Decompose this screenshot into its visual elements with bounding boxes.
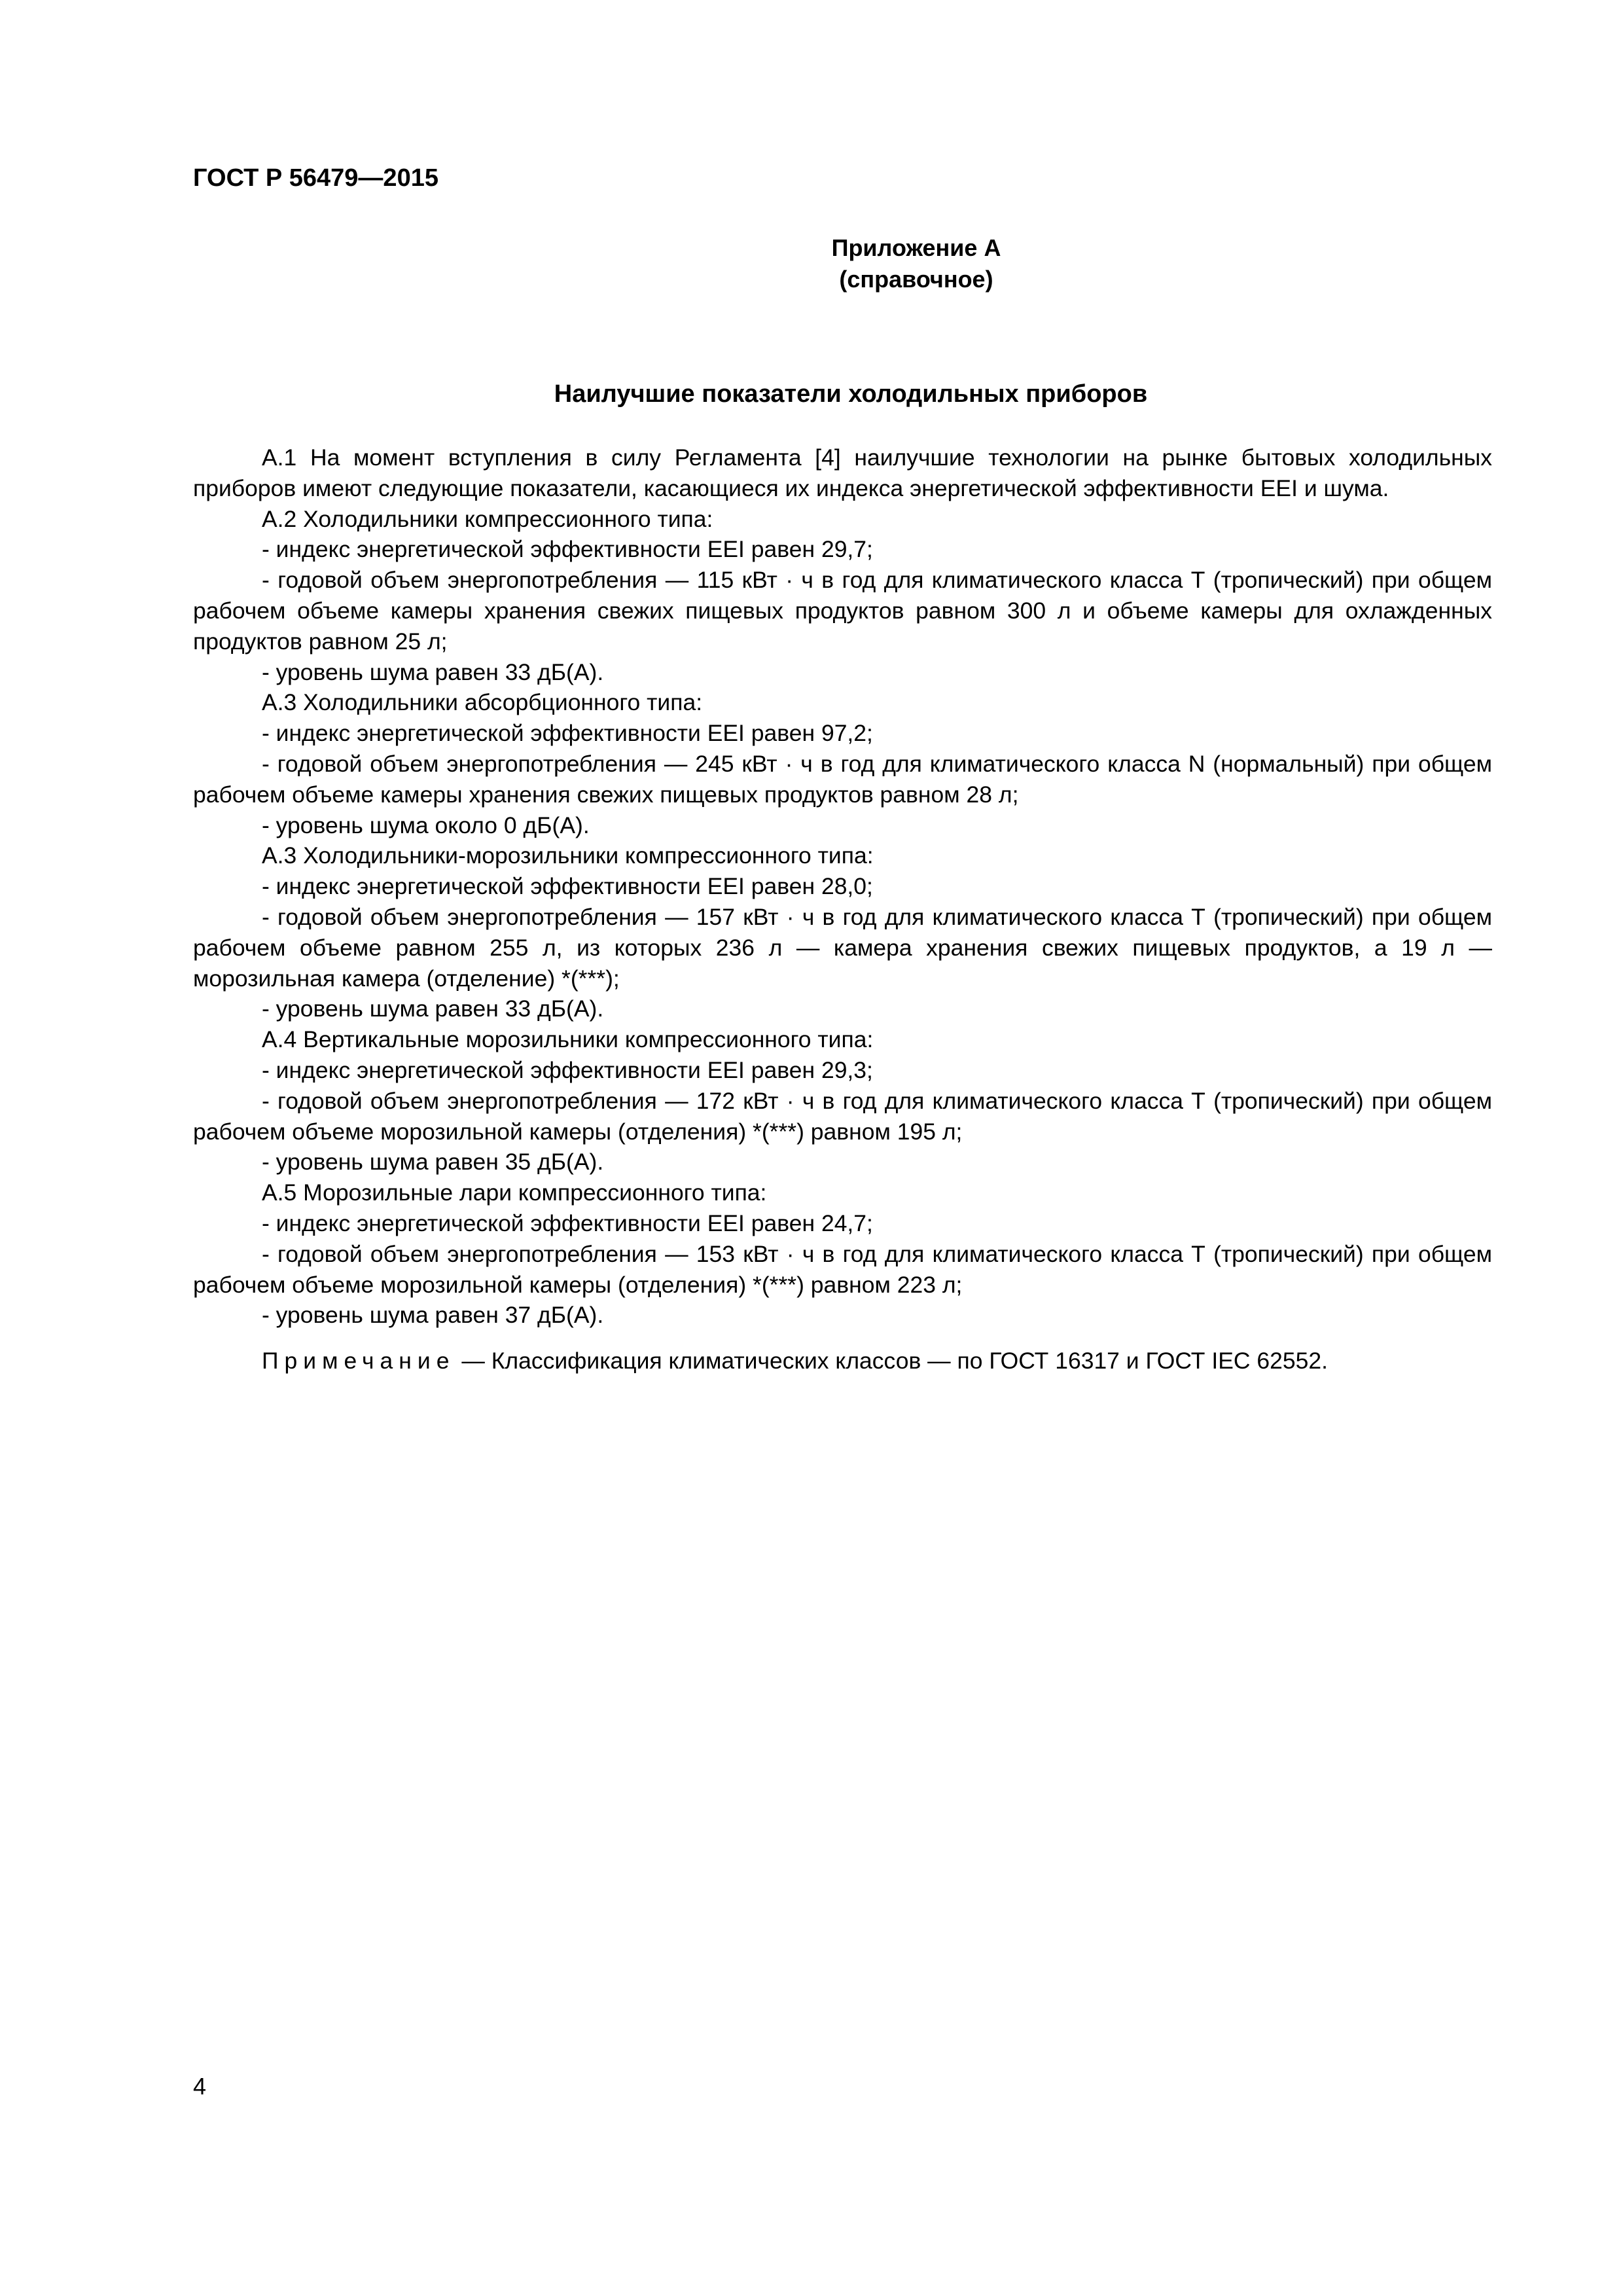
list-item: - индекс энергетической эффективности EEI равен 29,3; xyxy=(262,1056,873,1083)
paragraph: А.1 На момент вступления в силу Регламента [4] наилучшие технологии на рынке бытовых холодильных приборов имеют следующие показатели, касающиеся их индекса энергетической эффективности EEI и шума. xyxy=(193,444,1492,501)
paragraph: А.4 Вертикальные морозильники компрессионного типа: xyxy=(262,1026,874,1053)
list-item: - индекс энергетической эффективности EEI равен 24,7; xyxy=(262,1210,873,1236)
note xyxy=(262,1346,1492,1376)
annex-type: (справочное) xyxy=(839,266,993,293)
paragraph: А.5 Морозильные лари компрессионного типа: xyxy=(262,1179,767,1206)
note-text: — Классификация климатических классов — по ГОСТ 16317 и ГОСТ IEC 62552. xyxy=(455,1348,1328,1374)
list-item: - уровень шума равен 33 дБ(А). xyxy=(262,658,604,685)
list-item: - индекс энергетической эффективности EEI равен 28,0; xyxy=(262,873,873,900)
standard-code: ГОСТ Р 56479—2015 xyxy=(193,164,438,192)
section-title: Наилучшие показатели холодильных приборов xyxy=(554,380,1148,408)
paragraph: А.2 Холодильники компрессионного типа: xyxy=(262,505,713,532)
paragraph: А.3 Холодильники-морозильники компрессионного типа: xyxy=(262,842,874,869)
list-item: - годовой объем энергопотребления — 245 кВт · ч в год для климатического класса N (нормальный) при общем рабочем объеме камеры хранения свежих пищевых продуктов равном 28 л; xyxy=(193,750,1492,808)
page-number: 4 xyxy=(193,2073,207,2100)
list-item: - уровень шума равен 33 дБ(А). xyxy=(262,996,604,1022)
annex-label: Приложение А xyxy=(831,234,1001,261)
list-item: - годовой объем энергопотребления — 153 кВт · ч в год для климатического класса Т (тропический) при общем рабочем объеме морозильной камеры (отделения) *(***) равном 223 л; xyxy=(193,1240,1492,1298)
list-item: - индекс энергетической эффективности EEI равен 29,7; xyxy=(262,536,873,563)
list-item: - годовой объем энергопотребления — 172 кВт · ч в год для климатического класса Т (тропический) при общем рабочем объеме морозильной камеры (отделения) *(***) равном 195 л; xyxy=(193,1087,1492,1145)
list-item: - годовой объем энергопотребления — 115 кВт · ч в год для климатического класса Т (тропический) при общем рабочем объеме камеры хранения свежих пищевых продуктов равном 300 л и объеме камеры для охлажденных продуктов равном 25 л; xyxy=(193,567,1492,655)
list-item: - уровень шума около 0 дБ(А). xyxy=(262,812,590,838)
paragraph: А.3 Холодильники абсорбционного типа: xyxy=(262,689,703,716)
body-text xyxy=(193,442,1492,1331)
list-item: - годовой объем энергопотребления — 157 кВт · ч в год для климатического класса Т (тропический) при общем рабочем объеме равном 255 л, из которых 236 л — камера хранения свежих пищевых продуктов, а 19 л — морозильная камера (отделение) *(***); xyxy=(193,903,1492,992)
list-item: - индекс энергетической эффективности EEI равен 97,2; xyxy=(262,720,873,747)
list-item: - уровень шума равен 35 дБ(А). xyxy=(262,1149,604,1175)
list-item: - уровень шума равен 37 дБ(А). xyxy=(262,1302,604,1329)
note-label: Примечание xyxy=(262,1348,455,1374)
annex-heading xyxy=(654,232,1178,295)
